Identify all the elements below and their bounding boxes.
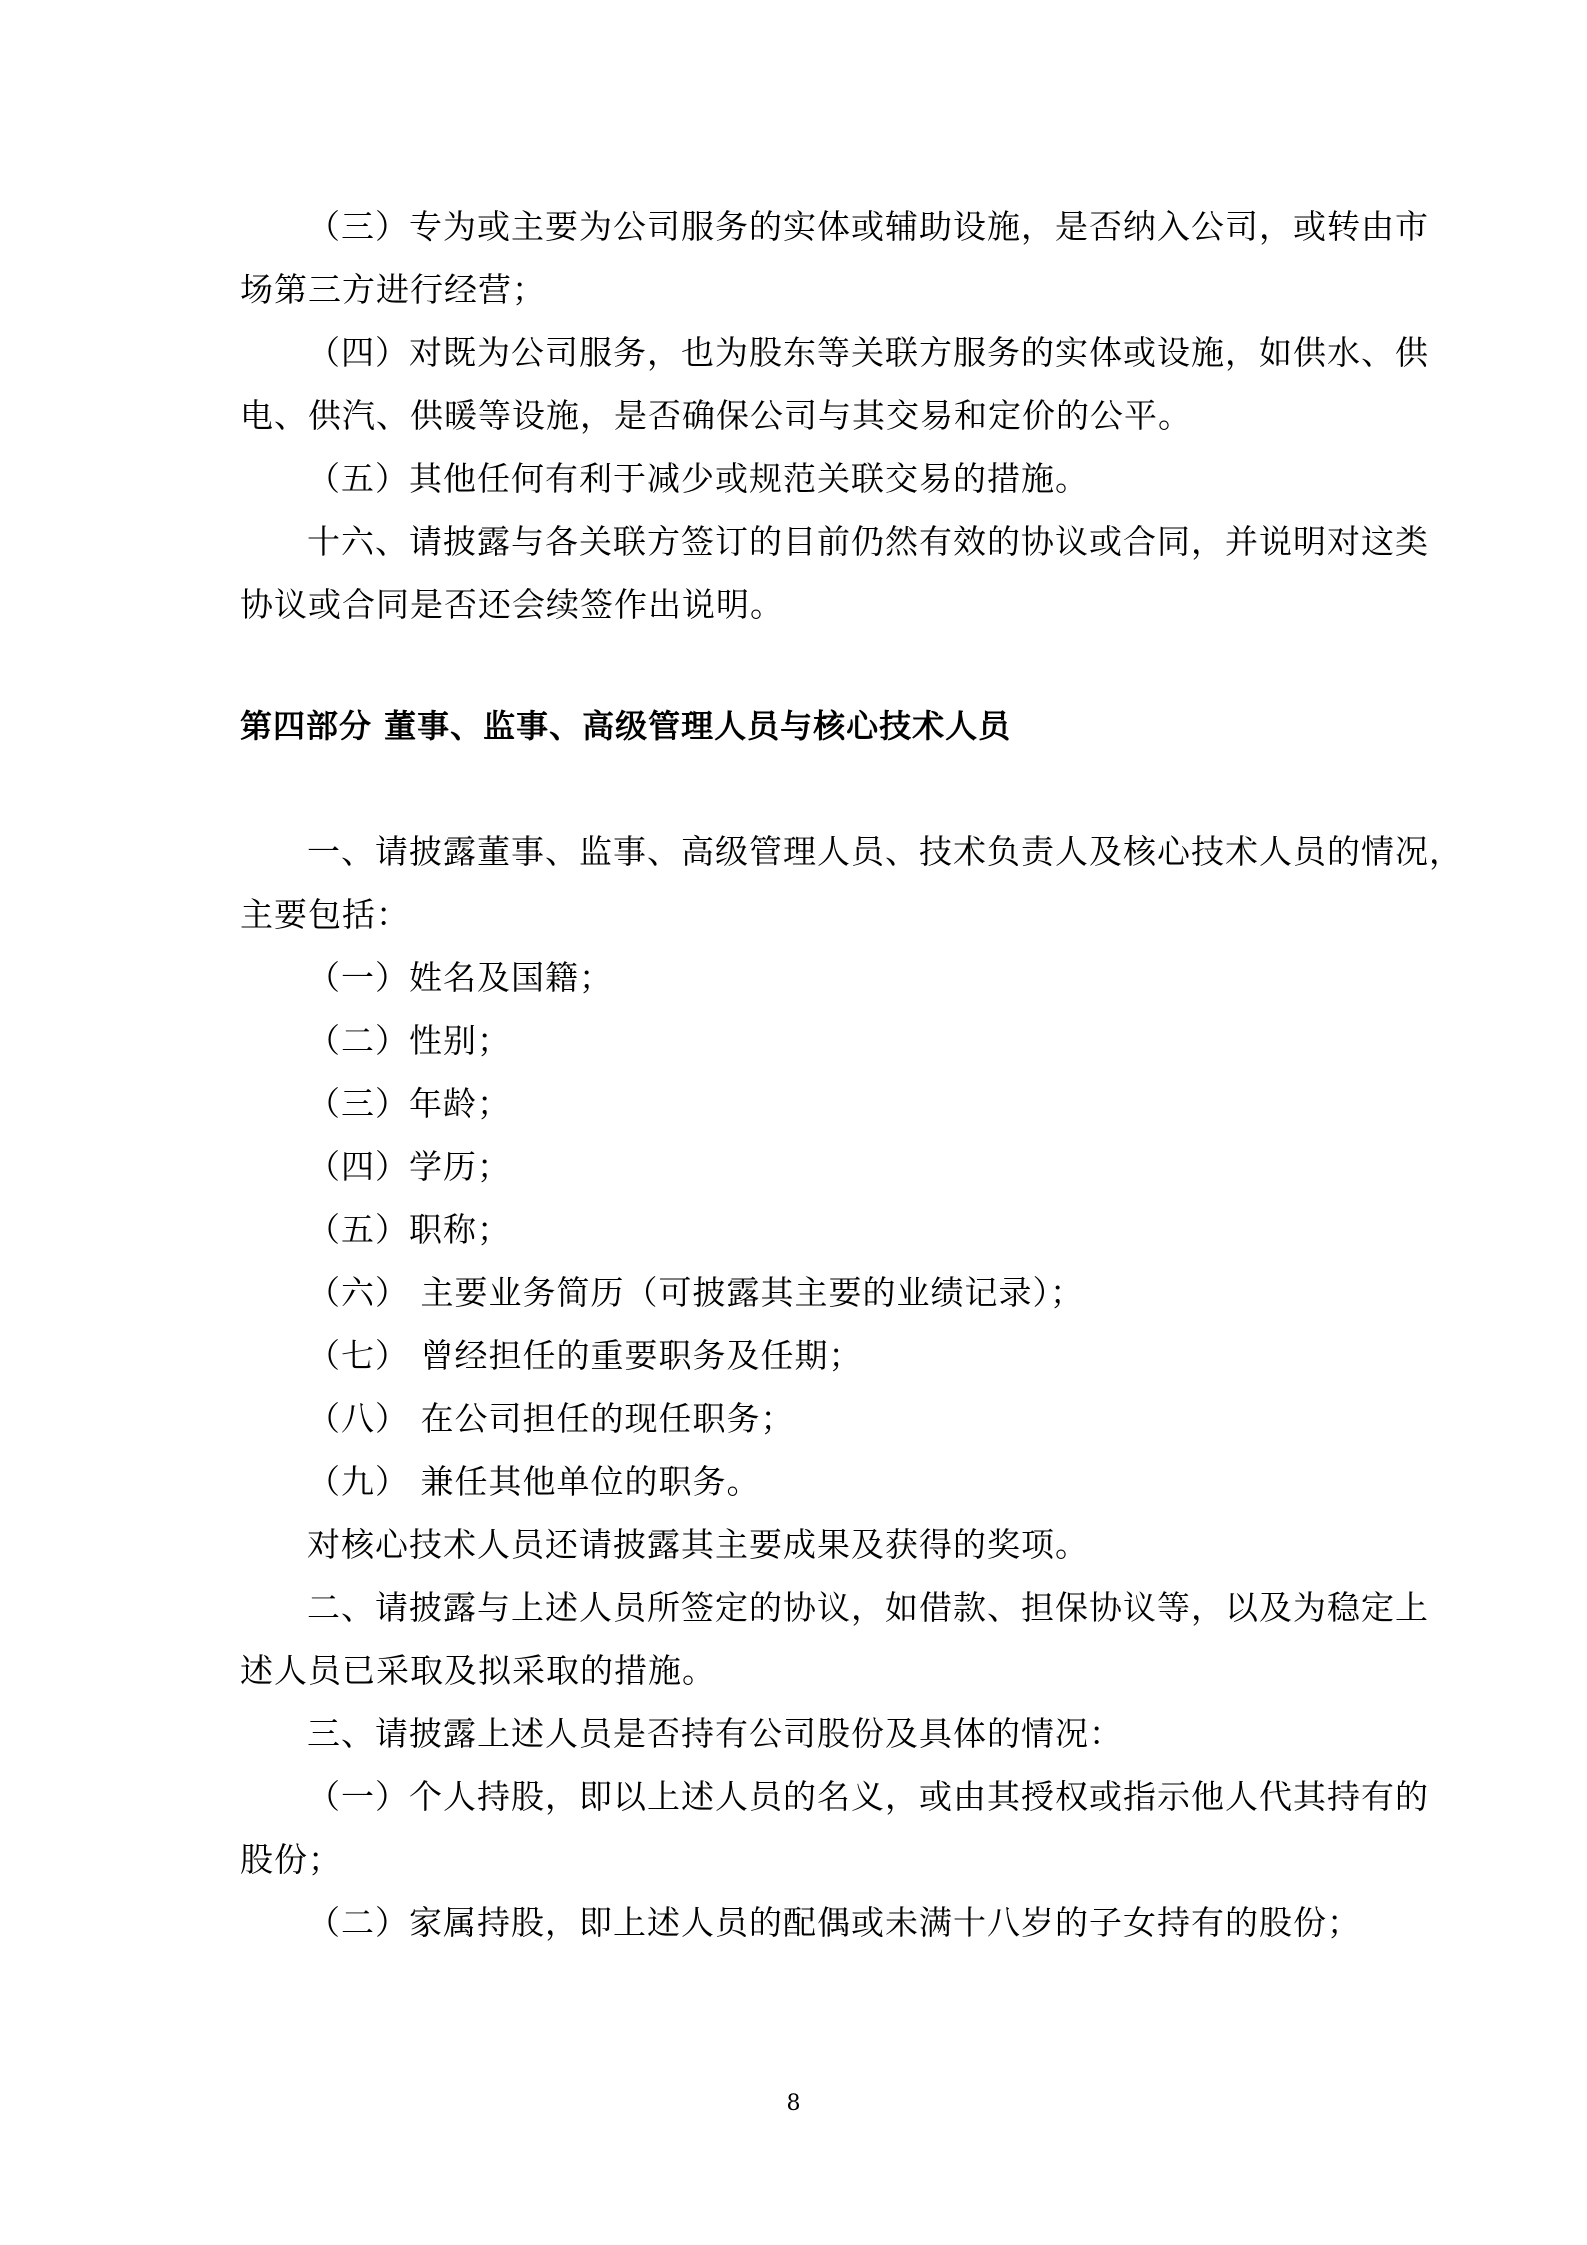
paragraph-line: 主要包括： bbox=[240, 895, 410, 934]
list-item: （三）年龄； bbox=[307, 1084, 511, 1123]
list-item: （四）学历； bbox=[307, 1147, 511, 1186]
paragraph-line: 述人员已采取及拟采取的措施。 bbox=[240, 1651, 716, 1690]
list-item: （二）性别； bbox=[307, 1021, 511, 1060]
paragraph-line: 二、请披露与上述人员所签定的协议，如借款、担保协议等，以及为稳定上 bbox=[307, 1588, 1429, 1627]
list-item: （六） 主要业务简历（可披露其主要的业绩记录）； bbox=[307, 1273, 1084, 1312]
paragraph-line: 协议或合同是否还会续签作出说明。 bbox=[240, 585, 784, 624]
list-item: （一）姓名及国籍； bbox=[307, 958, 613, 997]
paragraph-line: 十六、请披露与各关联方签订的目前仍然有效的协议或合同，并说明对这类 bbox=[307, 522, 1429, 561]
list-item: （八） 在公司担任的现任职务； bbox=[307, 1399, 795, 1438]
paragraph-line: （四）对既为公司服务，也为股东等关联方服务的实体或设施，如供水、供 bbox=[307, 333, 1429, 372]
paragraph-line: 股份； bbox=[240, 1840, 342, 1879]
list-item: （一）个人持股，即以上述人员的名义，或由其授权或指示他人代其持有的 bbox=[307, 1777, 1429, 1816]
paragraph-line: 一、请披露董事、监事、高级管理人员、技术负责人及核心技术人员的情况， bbox=[307, 832, 1463, 871]
paragraph-line: 三、请披露上述人员是否持有公司股份及具体的情况： bbox=[307, 1714, 1123, 1753]
list-item: （七） 曾经担任的重要职务及任期； bbox=[307, 1336, 863, 1375]
list-item: （九） 兼任其他单位的职务。 bbox=[307, 1462, 761, 1501]
paragraph-line: （五）其他任何有利于减少或规范关联交易的措施。 bbox=[307, 459, 1089, 498]
section-heading: 第四部分 董事、监事、高级管理人员与核心技术人员 bbox=[240, 707, 1012, 745]
paragraph-line: 电、供汽、供暖等设施，是否确保公司与其交易和定价的公平。 bbox=[240, 396, 1192, 435]
paragraph-line: （三）专为或主要为公司服务的实体或辅助设施，是否纳入公司，或转由市 bbox=[307, 207, 1429, 246]
list-item: （五）职称； bbox=[307, 1210, 511, 1249]
list-item: （二）家属持股，即上述人员的配偶或未满十八岁的子女持有的股份； bbox=[307, 1903, 1361, 1942]
paragraph-line: 对核心技术人员还请披露其主要成果及获得的奖项。 bbox=[307, 1525, 1089, 1564]
paragraph-line: 场第三方进行经营； bbox=[240, 270, 546, 309]
page-number: 8 bbox=[786, 2091, 801, 2116]
